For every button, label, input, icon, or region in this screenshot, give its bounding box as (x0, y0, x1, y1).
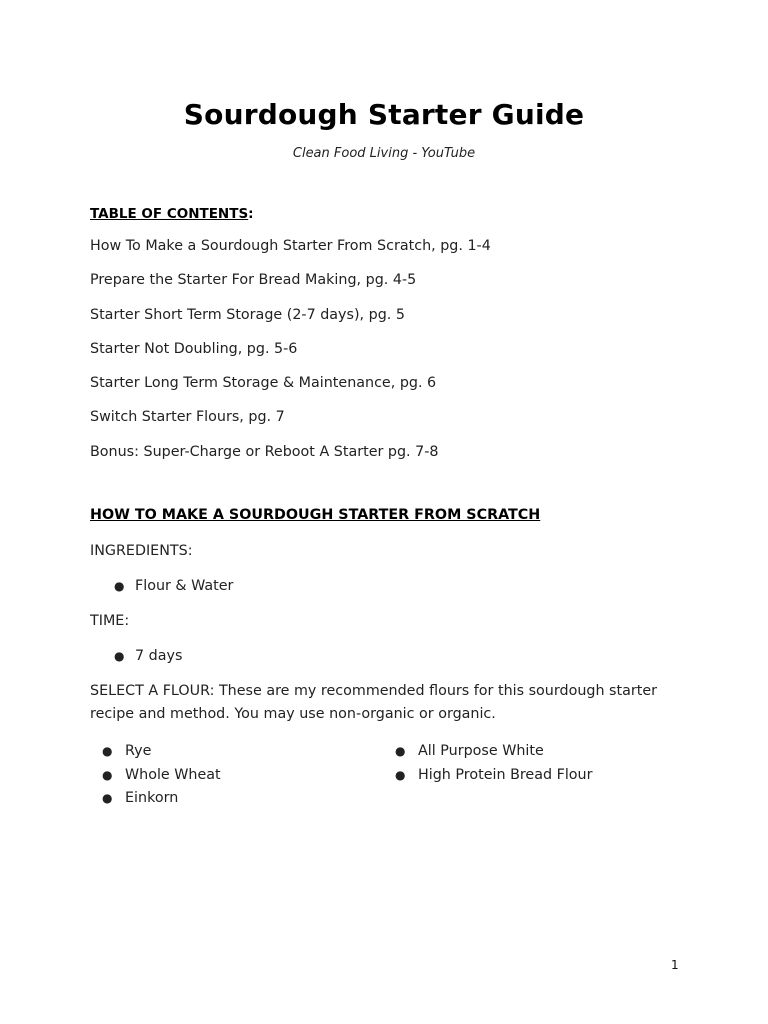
document-body (90, 206, 690, 812)
list-item (102, 765, 395, 789)
toc-item: Starter Long Term Storage & Maintenance, pg. 6 (90, 375, 437, 392)
flour-list-left (102, 741, 395, 812)
section-heading: HOW TO MAKE A SOURDOUGH STARTER FROM SCRATCH (90, 507, 541, 524)
bullet-icon: ● (102, 791, 113, 806)
bullet-icon: ● (395, 767, 406, 782)
bullet-icon: ● (102, 767, 113, 782)
toc-item: Starter Short Term Storage (2-7 days), pg. 5 (90, 306, 405, 323)
toc-item: Starter Not Doubling, pg. 5-6 (90, 340, 298, 357)
bullet-icon: ● (114, 648, 125, 663)
toc-item: Bonus: Super-Charge or Reboot A Starter pg. 7-8 (90, 443, 439, 460)
bullet-icon: ● (114, 579, 125, 594)
list-item-text: Flour & Water (135, 578, 234, 595)
toc-item: Prepare the Starter For Bread Making, pg. 4-5 (90, 272, 417, 289)
list-item (102, 788, 395, 812)
bullet-icon: ● (102, 744, 113, 759)
list-item-text: 7 days (135, 647, 183, 664)
list-item (102, 741, 395, 765)
document-subtitle: Clean Food Living - YouTube (292, 146, 476, 161)
ingredients-list (90, 576, 690, 611)
flour-columns (90, 741, 690, 812)
flour-intro-paragraph: SELECT A FLOUR: These are my recommended flours for this sourdough starter recipe and method. You may use non-organic or organic. (90, 683, 658, 723)
list-item-text: Rye (125, 743, 152, 760)
list-item (114, 576, 690, 611)
ingredients-label: INGREDIENTS: (90, 543, 193, 560)
page-number: 1 (671, 958, 679, 972)
flour-list-right (395, 741, 688, 812)
list-item-text: All Purpose White (418, 743, 544, 760)
toc-heading-text: TABLE OF CONTENTS (90, 206, 249, 222)
toc-heading-colon: : (248, 206, 254, 222)
time-label: TIME: (90, 612, 130, 629)
list-item (395, 741, 688, 765)
bullet-icon: ● (395, 744, 406, 759)
toc-item: How To Make a Sourdough Starter From Scratch, pg. 1-4 (90, 238, 491, 254)
document-title: Sourdough Starter Guide (183, 98, 585, 131)
toc-list (90, 236, 690, 476)
list-item (395, 765, 688, 789)
list-item-text: Whole Wheat (125, 766, 221, 783)
list-item-text: High Protein Bread Flour (418, 766, 593, 783)
time-list (90, 646, 690, 681)
toc-heading (90, 206, 690, 222)
toc-item: Switch Starter Flours, pg. 7 (90, 409, 285, 426)
list-item (114, 646, 690, 681)
list-item-text: Einkorn (125, 790, 179, 807)
